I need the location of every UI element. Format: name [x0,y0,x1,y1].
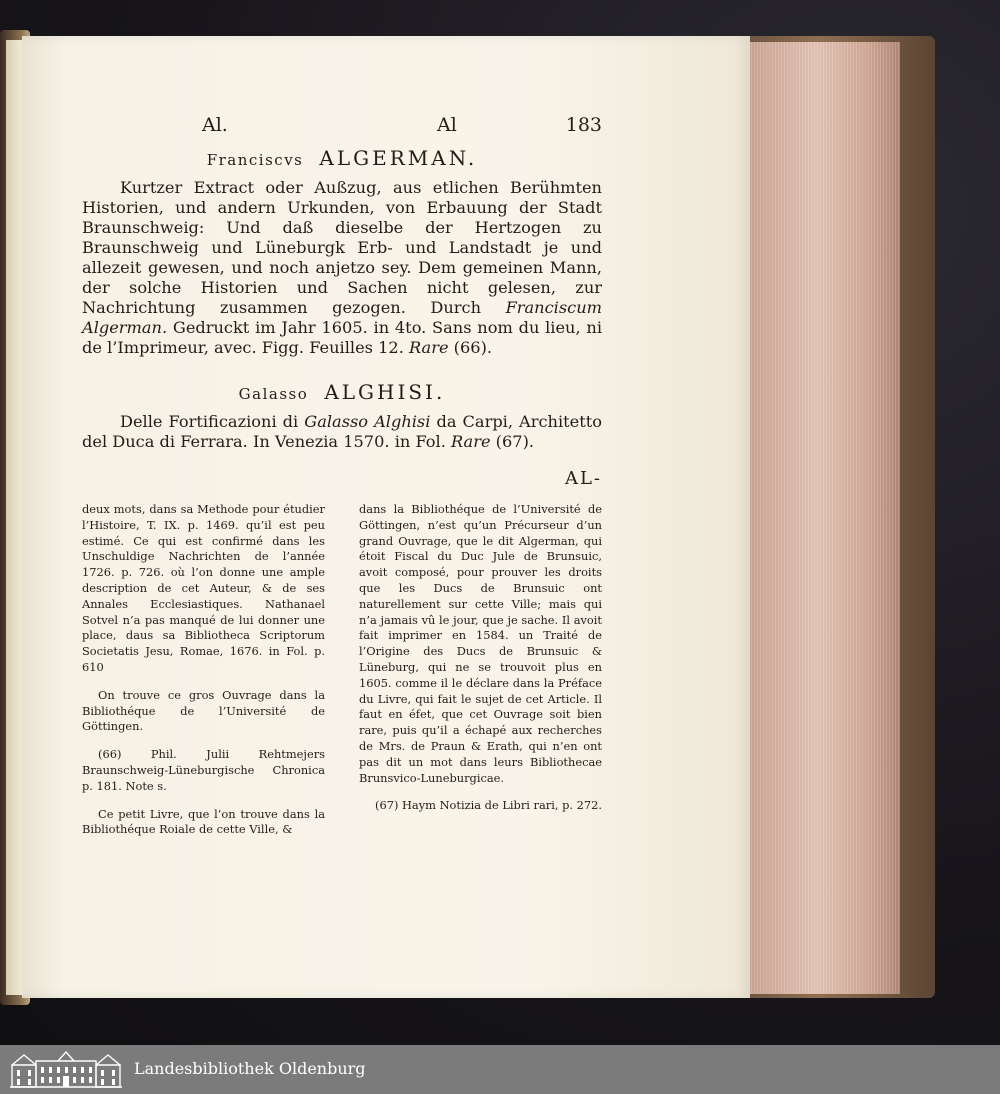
footnote-paragraph: dans la Bibliothéque de l’Université de Göttingen, n’est qu’un Précurseur d’un grand Ouvrage, que le dit Algerman, qui étoit Fiscal du Duc Jule de Brunsuic, avoit composé, pour prouver les droits que les Ducs de Brunsuic ont naturellement sur cette Ville; mais qui n’a jamais vû le jour, que je sache. Il avoit fait imprimer en 1584. un Traité de l’Origine des Ducs de Brunsuic & Lüneburg, qui ne se trouvoit plus en 1605. comme il le déclare dans la Préface du Livre, qui fait le sujet de cet Article. Il faut en éfet, que cet Ouvrage soit bien rare, puis qu’il a échapé aux recherches de Mrs. de Praun & Erath, qui n’en ont pas dit un mot dans leurs Bibliothecae Brunsvico-Luneburgicae. [359,502,602,785]
page-content [82,114,602,850]
footnote-paragraph: deux mots, dans sa Methode pour étudier l’Histoire, T. IX. p. 1469. qu’il est peu estimé. Ce qui est confirmé dans les Unschuldige Nachrichten de l’année 1726. p. 726. où l’on donne une ample description de cet Auteur, & de ses Annales Ecclesiastiques. Nathanael Sotvel n’a pas manqué de lui donner une place, daus sa Bibliotheca Scriptorum Societatis Jesu, Romae, 1676. in Fol. p. 610 [82,502,325,674]
footnote-paragraph: On trouve ce gros Ouvrage dans la Bibliothéque de l’Université de Göttingen. [82,687,325,734]
library-building-logo-icon [8,1049,124,1089]
note-reference: (66). [448,338,493,357]
entry-heading-algerman [82,146,602,170]
footnotes [82,502,602,850]
running-head [82,114,602,142]
running-head-center: Al [437,114,457,136]
entry-forename: Galasso [238,385,309,403]
footnote-paragraph: Ce petit Livre, que l’on trouve dans la Bibliothéque Roiale de cette Ville, & [82,806,325,837]
footnote-paragraph: (67) Haym Notizia de Libri rari, p. 272. [375,798,603,813]
entry-text: Kurtzer Extract oder Außzug, aus etlichen Berühmten Historien, und andern Urkunden, von Erbauung der Stadt Braunschweig: Und daß dieselbe der Hertzogen zu Braunschweig und Lüneburgk Erb- und Landstadt je und allezeit gewesen, und noch anjetzo sey. Dem gemeinen Mann, der solche Historien und Sachen nicht gelesen, zur Nachrichtung zusammen gezogen. Durch [82,178,602,317]
footnote-paragraph: (66) Phil. Julii Rehtmejers Braunschweig-Lüneburgische Chronica p. 181. Note s. [82,747,325,793]
catchword: AL- [564,468,602,489]
entry-text: Delle Fortificazioni di [120,412,305,431]
footnote-column-left [82,502,325,850]
rarity-mark: Rare [409,338,449,357]
page-fore-edge [748,42,900,994]
page-number: 183 [565,114,602,136]
note-reference: (67). [490,432,535,451]
entry-text: Gedruckt im Jahr 1605. in 4to. Sans nom du lieu, ni de l’Imprimeur, avec. Figg. Feuilles 12. [82,318,602,357]
footer-bar [0,1045,1000,1094]
running-head-left: Al. [202,114,228,136]
entry-forename: Franciscvs [206,151,304,169]
entry-text: da Carpi, Architetto del Duca di Ferrara. In Venezia 1570. in Fol. [82,412,602,451]
entry-surname: ALGERMAN. [319,146,478,170]
footnote-column-right [359,502,602,850]
book-page [22,36,750,998]
rarity-mark: Rare [451,432,491,451]
entry-body-algerman [82,178,602,358]
entry-author-italic: Franciscum Algerman. [82,298,602,337]
entry-body-alghisi [82,412,602,452]
left-page-edge [6,40,22,995]
entry-surname: ALGHISI. [324,380,446,404]
entry-heading-alghisi [82,380,602,404]
library-name: Landesbibliothek Oldenburg [134,1059,366,1078]
entry-author-italic: Galasso Alghisi [304,412,431,431]
